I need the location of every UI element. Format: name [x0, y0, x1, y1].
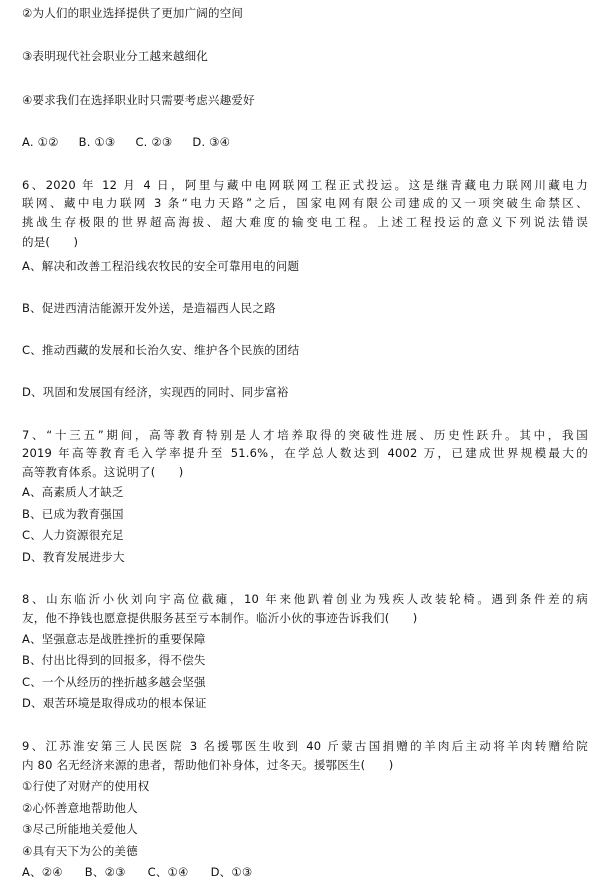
q9-options — [22, 864, 588, 880]
q9-statement-3: ③尽己所能地关爱他人 — [22, 822, 138, 836]
q9-option-a[interactable]: A、②④ — [22, 865, 63, 879]
q9-statement-2: ②心怀善意地帮助他人 — [22, 801, 138, 815]
q7-option-a[interactable]: A、高素质人才缺乏 — [22, 485, 124, 499]
q6-option-a[interactable]: A、解决和改善工程沿线农牧民的安全可靠用电的问题 — [22, 259, 300, 273]
q5-statement-2: ②为人们的职业选择提供了更加广阔的空间 — [22, 6, 244, 20]
q6-option-c[interactable]: C、推动西藏的发展和长治久安、维护各个民族的团结 — [22, 343, 300, 357]
q8-stem-line-2: 友，他不挣钱也愿意提供服务甚至亏本制作。临沂小伙的事迹告诉我们( ) — [22, 611, 418, 625]
q8-option-b[interactable]: B、付出比得到的回报多，得不偿失 — [22, 653, 206, 667]
q9-stem-line-1: 9、江苏淮安第三人民医院 3 名援鄂医生收到 40 斤蒙古国捐赠的羊肉后主动将羊肉转赠给院 — [22, 739, 588, 753]
q5-option-c[interactable]: C. ②③ — [135, 135, 173, 149]
q6-option-d[interactable]: D、巩固和发展国有经济，实现西的同时、同步富裕 — [22, 385, 289, 399]
q8-option-c[interactable]: C、一个从经历的挫折越多越会坚强 — [22, 675, 206, 689]
q7-stem-line-2: 2019 年高等教育毛入学率提升至 51.6%，在学总人数达到 4002 万，已建成世界规模最大的 — [22, 446, 588, 460]
q5-option-b[interactable]: B. ①③ — [78, 135, 116, 149]
q6-stem-line-2: 联网、藏中电力联网 3 条“电力天路”之后，国家电网有限公司建成的又一项突破生命禁区、 — [22, 196, 588, 210]
q7-option-b[interactable]: B、已成为教育强国 — [22, 507, 124, 521]
q6-stem-line-1: 6、2020 年 12 月 4 日，阿里与藏中电网联网工程正式投运。这是继青藏电力联网川藏电力 — [22, 178, 588, 192]
q9-option-c[interactable]: C、①④ — [147, 865, 189, 879]
q9-stem-line-2: 内 80 名无经济来源的患者，帮助他们补身体，过冬天。援鄂医生( ) — [22, 758, 394, 772]
q9-statement-4: ④具有天下为公的美德 — [22, 844, 138, 858]
q6-option-b[interactable]: B、促进西清洁能源开发外送，是造福西人民之路 — [22, 301, 276, 315]
q6-stem-line-3: 挑战生存极限的世界超高海拔、超大难度的输变电工程。上述工程投运的意义下列说法错误 — [22, 215, 588, 229]
q6-stem-line-4: 的是( ) — [22, 235, 79, 249]
q7-option-c[interactable]: C、人力资源很充足 — [22, 528, 124, 542]
q9-option-d[interactable]: D、①③ — [210, 865, 253, 879]
q9-option-b[interactable]: B、②③ — [84, 865, 126, 879]
q8-stem-line-1: 8、山东临沂小伙刘向宇高位截瘫，10 年来他趴着创业为残疾人改装轮椅。遇到条件差的病 — [22, 592, 588, 606]
q5-option-d[interactable]: D. ③④ — [192, 135, 231, 149]
q5-statement-3: ③表明现代社会职业分工越来越细化 — [22, 49, 209, 63]
q7-option-d[interactable]: D、教育发展进步大 — [22, 550, 125, 564]
q5-statement-4: ④要求我们在选择职业时只需要考虑兴趣爱好 — [22, 93, 255, 107]
q7-stem-line-1: 7、“十三五”期间，高等教育特别是人才培养取得的突破性进展、历史性跃升。其中，我国 — [22, 428, 588, 442]
q9-statement-1: ①行使了对财产的使用权 — [22, 779, 150, 793]
q5-options — [22, 134, 588, 150]
q8-option-d[interactable]: D、艰苦环境是取得成功的根本保证 — [22, 696, 207, 710]
q5-option-a[interactable]: A. ①② — [22, 135, 59, 149]
q7-stem-line-3: 高等教育体系。这说明了( ) — [22, 465, 184, 479]
q8-option-a[interactable]: A、坚强意志是战胜挫折的重要保障 — [22, 632, 206, 646]
